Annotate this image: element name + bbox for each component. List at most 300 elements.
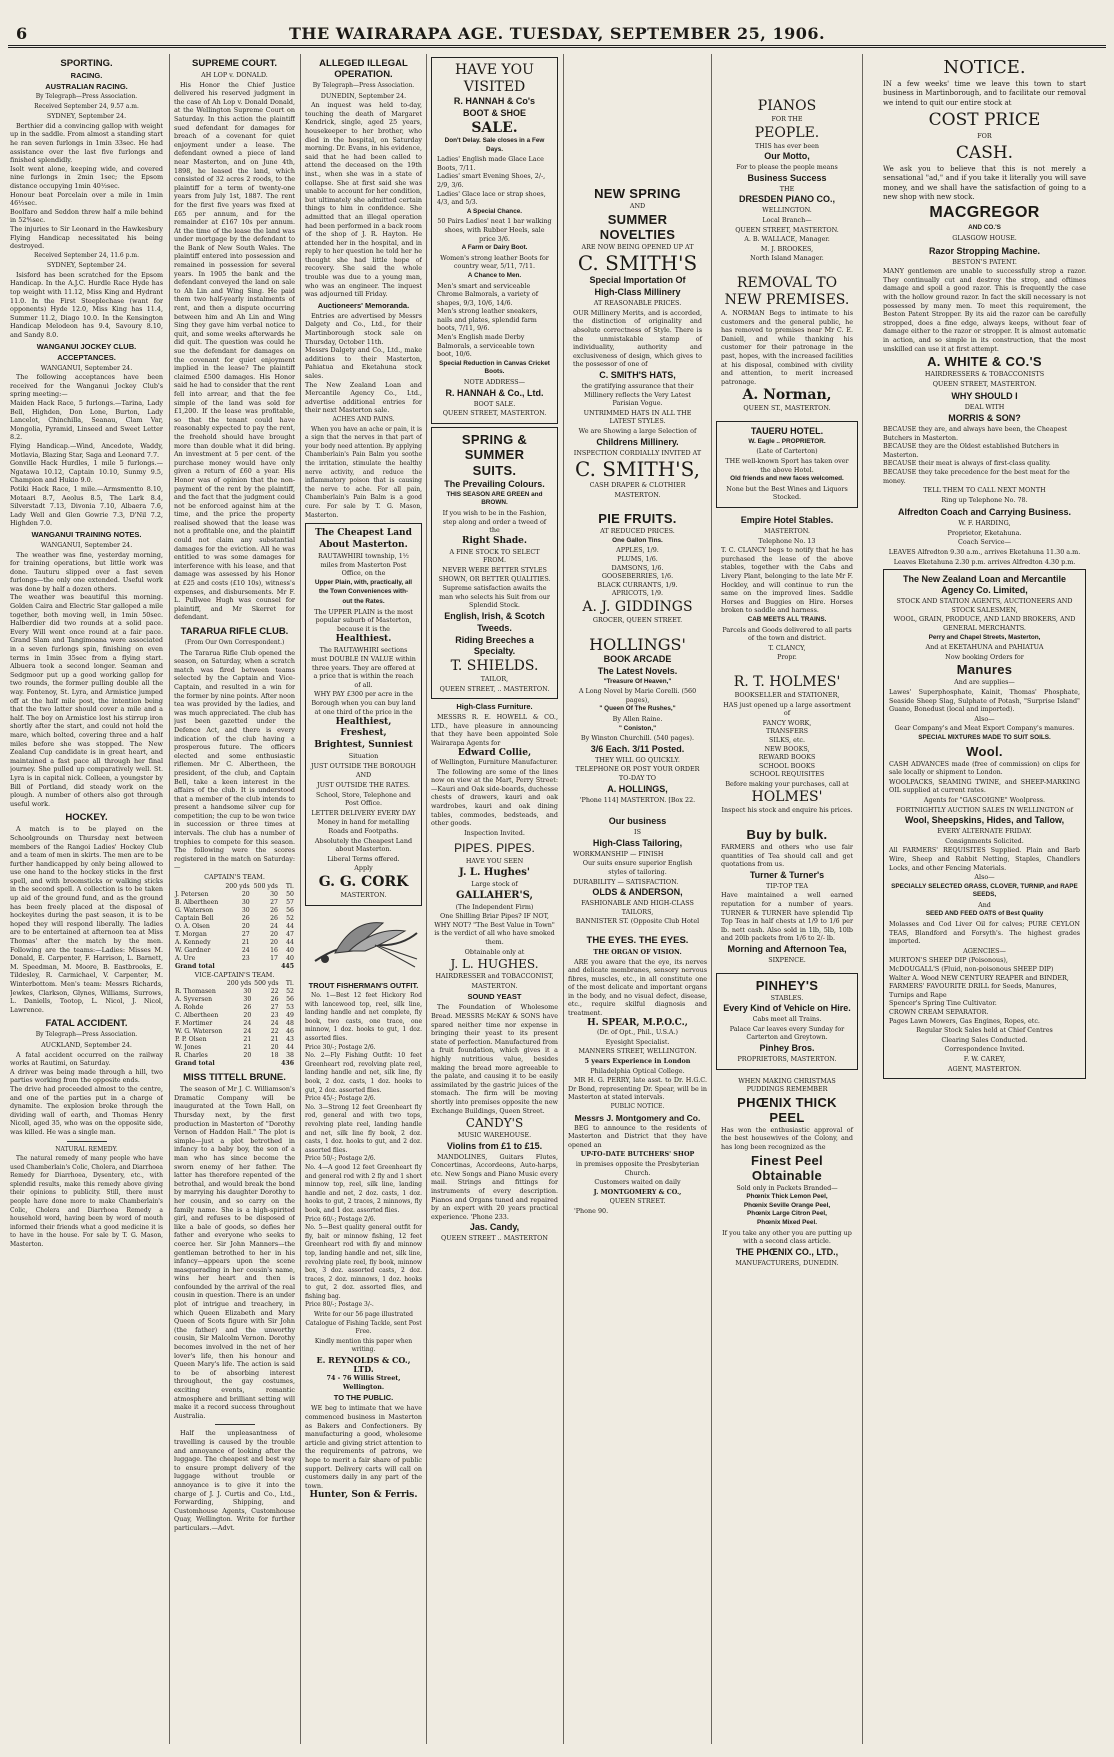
ad-headline: PIANOS — [757, 98, 817, 114]
subheading: RACING. — [70, 71, 103, 80]
article-body: Isisford has been scratched for the Epsom Handicap. In the A.J.C. Hurdle Race Hyde has top weight with 11.12, Miss King and Hydrant 11.0. In the First Steeplechase (want for opponents) Hyde 12.0, Miss King has 11.4, Summer 11.2, Diago 10.0. In the Kensington Handicap Melodeon has 9.4, Savoury 8.10, and Sandy 8.0. — [10, 270, 163, 340]
score-cell: 21 — [243, 1036, 252, 1044]
ad-text: Don't Delay. Sale closes in a Few Days. — [444, 137, 545, 153]
advertiser-name: Pinhey Bros. — [759, 1042, 815, 1053]
column-rule — [711, 54, 712, 1744]
score-cell: 53 — [286, 1004, 294, 1012]
score-cell: 30 — [243, 996, 252, 1004]
ad-subhead: Childrens Millinery. — [596, 436, 679, 447]
advert-hannah — [431, 57, 558, 424]
ad-text: (The Independent Firm) — [455, 902, 534, 911]
score-cell: 40 — [286, 954, 294, 962]
ad-text: BOOT SALE. — [473, 399, 516, 408]
score-cell: 445 — [281, 962, 294, 970]
advert-dresden — [716, 94, 858, 268]
score-row — [174, 1044, 295, 1052]
article-title: Auctioneers' Memoranda. — [317, 300, 410, 310]
ad-text: Gear Company's and Meat Export Company's manures. — [894, 724, 1075, 733]
advert-smith — [568, 182, 707, 504]
ad-headline: Razor Stropping Machine. — [928, 245, 1040, 256]
ad-text: DURABILITY — [573, 877, 616, 886]
ad-text: 'Phone 90. — [574, 1206, 609, 1215]
score-cell: 40 — [286, 946, 294, 954]
ad-subhead: High-Class Millinery — [594, 287, 681, 298]
ad-text: OUR Millinery Merits, and is accorded, the distinction of originality and absolute correctness of Style. There is the unmistakable stamp of individuality, authority and exclusiveness of design, which gives to the possessor of one of — [573, 308, 702, 369]
advertiser-name: H. SPEAR, M.P.O.C., — [587, 1017, 688, 1028]
ad-text: If you wish to be in the Fashion, step along and order a tweed of the — [442, 509, 547, 535]
ad-headline: About Masterton. — [319, 540, 408, 551]
advert-holmes — [716, 670, 858, 820]
ad-text: One Shilling Briar Pipes? IF NOT, WHY NOT? "The Best Value in Town" is the verdict of all who have smoked them. — [434, 912, 555, 946]
ad-text: TELEPHONE OR POST YOUR ORDER TO-DAY TO — [575, 765, 700, 782]
ad-text: QUEEN STREET, MASTERTON. — [932, 379, 1037, 388]
ad-text: Supreme satisfaction awaits the man who selects his Suit from our Splendid Stock. — [439, 584, 550, 610]
score-cell: 17 — [270, 954, 278, 962]
ad-text: WORKMANSHIP — FINISH — [573, 849, 664, 858]
ad-text: Agents for "GASCOIGNE" Woolpress. — [923, 795, 1046, 804]
score-cell: Tl. — [285, 882, 294, 890]
ad-text: Local Branch— — [762, 215, 812, 224]
ad-text: Proprietor, Eketahuna. — [947, 528, 1022, 537]
ad-text: MANY gentlemen are unable to successfully strop a razor. They continually cut and destroy the strop, and oftimes damage and spoil a good razor. This is frequently the case with the hollow ground razor. In fact the skill necessary is not possessed by many men. To meet this requirement, the Beston Patent Stropper. By its aid the razor can be carefully stropped, does a fine edge, always keeps, without fear of damage either to the razor or stropper. It is almost automatic in action, and so simple in its construction, that the most unskilled can use it at first attempt. — [883, 267, 1086, 353]
score-cell: 26 — [243, 1004, 252, 1012]
ad-text: the gratifying assurance that their Millinery reflects the Very Latest Parisian Vogue. — [581, 381, 694, 408]
ad-text: STABLES. — [770, 993, 804, 1002]
byline: By Telegraph—Press Association. — [312, 82, 415, 89]
score-cell: 30 — [270, 890, 278, 898]
score-row — [174, 1004, 295, 1012]
advertiser-name: W. F. HARDING, — [958, 519, 1011, 528]
ad-text: Men's smart and serviceable Chrome Balmorals, a variety of shapes, 9/3, 10/6, 14/6. Men's strong leather sneakers, nails and plates, splendid farm boots, 7/11, 9/6. Men's English made Derby Balmorals, a serviceable town boot, 10/6. — [437, 281, 539, 359]
ad-text: FASHIONABLE AND HIGH-CLASS TAILORS, — [581, 899, 694, 916]
ad-text: FINISH — [638, 849, 664, 858]
score-cell: B. Albertheen — [175, 898, 219, 906]
advertiser-name: J. MONTGOMERY & CO., — [593, 1187, 682, 1196]
ad-subhead: THE ORGAN OF VISION. — [593, 947, 682, 956]
score-cell: 27 — [270, 1004, 279, 1012]
ad-text: FARMERS and others who use fair quantities of Tea should call and get quotations from us. — [721, 843, 853, 869]
section-heading: TARARUA RIFLE CLUB. — [180, 626, 289, 637]
score-cell: 22 — [270, 988, 279, 996]
ad-text: MUSIC WAREHOUSE. — [457, 1131, 532, 1140]
ad-text: M. J. BROOKES, — [760, 244, 814, 253]
ad-text: 50 Pairs Ladies' neat 1 bar walking shoes, with Rubber Heels, sale price 3/6. — [437, 217, 552, 243]
score-row — [174, 1060, 295, 1068]
newspaper-title: THE WAIRARAPA AGE. TUESDAY, SEPTEMBER 25, 1906. — [288, 24, 826, 43]
score-cell: 20 — [241, 890, 250, 898]
ad-text: HAIRDRESSER and TOBACCONIST, — [435, 972, 554, 981]
ad-text: JUST OUTSIDE THE RATES. — [317, 780, 410, 789]
ad-text: (Late of Carterton) — [756, 447, 818, 456]
score-cell: J. Petersen — [175, 890, 209, 898]
ad-text: GLASGOW HOUSE. — [952, 234, 1017, 243]
divider — [215, 1424, 255, 1425]
advertiser-name: R. HANNAH & Co., Ltd. — [445, 387, 544, 398]
ad-text: Ring up Telephone No. 78. — [941, 495, 1028, 504]
ad-text: NEVER WERE BETTER STYLES SHOWN, OR BETTER QUALITIES. — [438, 565, 551, 583]
ad-text: THEY WILL GO QUICKLY. — [595, 755, 680, 764]
score-row — [174, 907, 295, 915]
score-cell: A. Syversen — [175, 996, 213, 1004]
score-row — [174, 963, 295, 971]
ad-subhead: A Special Chance. — [466, 207, 523, 215]
score-cell: 23 — [241, 954, 250, 962]
score-cell: 21 — [243, 1044, 252, 1052]
article-title: TROUT FISHERMAN'S OUTFIT. — [308, 981, 419, 991]
advertiser-address: 74 - 76 Willis Street, Wellington. — [326, 1374, 401, 1391]
ad-text: LEAVES Alfredton 9.30 a.m., arrives Eketahuna 11.30 a.m. — [888, 548, 1081, 557]
score-cell: 18 — [270, 1052, 279, 1060]
columns — [10, 54, 1104, 1744]
ad-headline: VISITED — [463, 79, 526, 95]
article-body: Entries are advertised by Messrs Dalgety and Co., Ltd., for their Martinborough stock sale on Thursday, October 11th. Messrs Dalgety and Co., Ltd., make additions to their Masterton, Pahiatua and Eketahuna stock sales. The New Zealand Loan and Mercantile Agency Co., Ltd., advertise additional entries for their next Masterton sale. — [305, 311, 422, 415]
score-cell: Grand total — [175, 962, 215, 970]
ad-text: AGENCIES— — [963, 946, 1006, 955]
ad-text: Have maintained a well earned reputation for a number of years. TURNER & TURNER have splendid Tip Top Teas in half chests at 1/9 to 1/6 per lb. nett cash. Also sold in 1lb, 5lb, 10lb and 20lb packets from 1/6 to 2/- lb. — [721, 891, 853, 943]
ad-text: 'Phone 114] MASTERTON. [Box 22. — [579, 795, 696, 804]
ad-text: AND CO.'S — [968, 224, 1001, 232]
section-heading: MISS TITTELL BRUNE. — [183, 1072, 286, 1084]
ad-text: WOOL, GRAIN, PRODUCE, AND LAND BROKERS, AND GENERAL MERCHANTS. — [893, 615, 1076, 633]
score-row — [174, 923, 295, 931]
notice-body: The natural remedy of many people who have used Chamberlain's Colic, Cholera, and Diarrhoea Remedy for Diarrhoea, Dysentery, etc., with splendid results, make this remedy above giving their opinions to publicity. Still, there must people have done more to make Chamberlain's Colic, Cholera and Diarrhoea Remedy a household word, having been by word of mouth informed their friends what a good medicine it is to have in the house. For sale by T. G. Mason, Masterton. — [10, 1155, 163, 1249]
advertiser-name: A. Norman, — [742, 387, 832, 404]
ad-subhead: Business Success — [747, 172, 827, 183]
ad-text: GROCER, QUEEN STREET. — [592, 616, 683, 625]
ad-text: Brightest, Sunniest — [314, 740, 413, 751]
score-cell: 38 — [286, 1052, 294, 1060]
score-row — [174, 931, 295, 939]
article-title: SOUND YEAST — [467, 992, 522, 1002]
score-row — [174, 1020, 295, 1028]
ad-headline: SUITS. — [472, 462, 517, 478]
column-sporting — [10, 54, 163, 1744]
score-cell: 27 — [270, 898, 278, 906]
ad-text: SIXPENCE. — [768, 956, 806, 964]
score-cell: Tl. — [285, 980, 294, 988]
advertiser-name: OLDS & ANDERSON, — [592, 887, 683, 898]
advertiser-name: A. WHITE & CO.'S — [927, 354, 1042, 370]
advert-turner — [716, 823, 858, 970]
ad-text: And at EKETAHUNA and PAHIATUA — [925, 643, 1044, 652]
ad-text: QUEEN STREET, MASTERTON. — [442, 409, 547, 418]
score-cell: A. Rohde — [175, 1004, 204, 1012]
ad-subhead: BOOK ARCADE — [603, 653, 672, 664]
ad-text: Upper Plain, with, practically, all — [314, 578, 413, 586]
advert-empire — [716, 511, 858, 667]
score-cell: 56 — [286, 996, 294, 1004]
score-cell: 24 — [270, 1020, 279, 1028]
ad-text: FOR THE — [771, 115, 803, 123]
ad-text: Inspect his stock and enquire his prices. — [721, 806, 853, 815]
advertiser-name: A. J. GIDDINGS — [582, 599, 693, 616]
page-number: 6 — [16, 24, 28, 43]
score-row — [174, 939, 295, 947]
ad-text: Women's strong leather Boots for country wear, 5/11, 7/11. — [440, 253, 549, 271]
advertiser-name: Jas. Candy, — [469, 1222, 520, 1233]
ad-text: Coach Service— — [958, 538, 1011, 547]
advertiser-name: Hunter, Son & Ferris. — [309, 1490, 418, 1501]
score-cell: 26 — [270, 914, 278, 922]
section-heading: SUPREME COURT. — [192, 58, 277, 69]
ad-text: "Treasure Of Heaven," — [603, 677, 672, 685]
advert-body: ARE you aware that the eye, its nerves and delicate membranes, sensory nervous fibres, muscles, etc., in all constitute one of the most delicate and important organs in the body, and no visual defect, disease, etc., require skilful diagnosis and treatment. — [568, 957, 707, 1018]
article-title: High-Class Furniture. — [456, 702, 533, 712]
article-body: Half the unpleasantness of travelling is caused by the trouble and annoyance of looking after the luggage. The cheapest and best way to ensure prompt delivery of the luggage without trouble or annoyance is to give it into the charge of J. J. Curtis and Co., Ltd., Forwarding, Shipping, and Customhouse Agents, Customhouse Quay, Wellington. Write for further particulars.—Advt. — [174, 1429, 295, 1532]
ad-subhead: CAB MEETS ALL TRAINS. — [747, 615, 827, 623]
ad-text: None but the Best Wines and Liquors Stocked. — [726, 484, 848, 502]
ad-headline: NEW PREMISES. — [724, 291, 850, 308]
ad-text: INSPECTION CORDIALLY INVITED AT — [573, 448, 702, 457]
score-cell: R. Thomasen — [175, 988, 216, 996]
ad-text: Obtainable only at — [464, 947, 525, 956]
score-cell: 50 — [286, 890, 294, 898]
ad-text: The UPPER PLAIN is the most popular suburb of Masterton, because it is the — [314, 607, 413, 633]
column-rule — [300, 54, 301, 1744]
column-adverts-a — [431, 54, 558, 1744]
article-body: The Tararua Rifle Club opened the season, on Saturday, when a scratch match was fired between teams selected by the Captain and Vice-Captain, and resulted in a win for the former by nine points. After noon tea was provided by the ladies, and was much appreciated. The club has just been gazetted under the Defence Act, and there is every indication of the club having a prosperous future. The officers elected and some enthusiastic riflemen. Mr C. Albertheen, the president, of the club, and Captain Bell, take a keen interest in the affairs of the club. It is understood that a member of the club intends to present a handsome silver cup for competition; the cup to be won twice in succession or three times at intervals. The club has a number of trophies to compete for this season. The following were the scores registered in the match on Saturday:— — [174, 648, 295, 872]
ad-text: TAILOR, — [480, 674, 509, 683]
ad-text: AT REDUCED PRICES. — [600, 527, 675, 536]
ad-text: WOOLPACKS, SEAMING TWINE, and SHEEP-MARKING OIL supplied at current rates. — [889, 777, 1080, 795]
score-row — [174, 988, 295, 996]
ad-text: Consignments Solicited. — [945, 836, 1024, 845]
ad-text: AND — [355, 771, 372, 780]
ad-text: Healthiest. — [335, 634, 392, 645]
score-row — [174, 915, 295, 923]
advert-body: The Foundation of Wholesome Bread. MESSRS McKAY & SONS have spared neither time nor expense in bringing their yeast to its present state of perfection. Manufactured from a fruit foundation, which gives it a highly nutritious value, besides making the bread more agreeable to the palate, and causing it to be easily assimilated by the gastric juices of the stomach. The firm will be moving shortly into premises opposite the new Exchange Buildings, Queen Street. — [431, 1003, 558, 1115]
advert-body: MR H. G. PERRY, late asst. to Dr. H.G.C. Dr Bond, representing Dr. Spear, will be in Masterton at stated intervals. — [568, 1076, 707, 1102]
score-cell: 48 — [286, 1020, 294, 1028]
advert-body: MESSRS R. E. HOWELL & CO., LTD., have pleasure in announcing that they have been appointed Sole Wairarapa Agents for — [431, 713, 558, 747]
ad-text: Customers waited on daily — [594, 1178, 681, 1187]
ad-text: AGENT, MASTERTON. — [947, 1064, 1022, 1073]
ad-text: Money in hand for metalling Roads and Footpaths. — [317, 818, 410, 835]
advert-macgregor — [867, 57, 1102, 243]
ad-subhead: A Chance to Men. — [467, 271, 522, 279]
ad-text: SATISFACTION. — [625, 877, 679, 886]
article-title: WANGANUI JOCKEY CLUB. — [36, 341, 137, 351]
column-rule — [169, 54, 170, 1744]
score-cell: 24 — [243, 1028, 252, 1036]
ad-subhead: Special Reduction in Canvas Cricket Boots. — [439, 359, 550, 376]
ad-subhead: Right Shade. — [461, 535, 528, 546]
ad-headline: Empire Hotel Stables. — [740, 515, 834, 526]
ad-subhead: 5 years Experience in London — [584, 1057, 691, 1066]
score-cell: 26 — [270, 906, 278, 914]
ad-text: THIS SEASON ARE GREEN and BROWN. — [446, 490, 543, 507]
score-cell: 56 — [286, 906, 294, 914]
score-cell — [251, 963, 279, 971]
ad-text: Parcels and Goods delivered to all parts of the town and district. — [722, 625, 852, 643]
ad-subhead: SPECIALLY SELECTED GRASS, CLOVER, TURNIP, and RAPE SEEDS, — [891, 882, 1078, 899]
score-cell: 500 yds — [253, 882, 278, 890]
ad-text: And are supplies— — [954, 678, 1015, 687]
ad-text: Liberal Terms offered. — [327, 854, 400, 863]
ad-headline: THE EYES. THE EYES. — [586, 934, 689, 946]
ad-headline: R. HANNAH & Co's — [453, 96, 536, 106]
ad-text: A. B. WALLACE, Manager. — [744, 235, 830, 244]
dateline: DUNEDIN, September 24. — [320, 91, 407, 100]
score-cell: C. Albertheen — [175, 1012, 219, 1020]
ad-headline: PHŒNIX THICK PEEL — [737, 1094, 837, 1125]
ad-headline: High-Class Tailoring, — [592, 837, 683, 848]
section-heading: FATAL ACCIDENT. — [45, 1018, 128, 1030]
advertiser-name: CANDY'S — [465, 1116, 524, 1131]
notice-body: When you have an ache or pain, it is a sign that the nerves in that part of your body need attention. By applying Chamberlain's Pain Balm you soothe the irritation, stimulate the healthy nerve activity, and reduce the inflammatory poison that is causing the nerve to ache. For all pain, Chamberlain's Pain Balm is a good cure. For sale by T. G. Mason, Masterton. — [305, 425, 422, 519]
ad-text: QUEEN STREET .. MASTERTON — [440, 1234, 548, 1243]
column-supreme-court — [174, 54, 295, 1744]
ad-text: QUEEN ST., MASTERTON. — [743, 404, 831, 413]
score-cell: 24 — [241, 946, 250, 954]
ad-text: NOTE ADDRESS— — [463, 378, 526, 387]
ad-subhead: UP-TO-DATE BUTCHERS' SHOP — [580, 1150, 695, 1159]
ad-text: Ladies' English made Glace Lace Boots, 7/11. Ladies' smart Evening Shoes, 2/-, 2/9, 3/6. Ladies' Glace lace or strap shoes, 4/3, and 5/3. — [437, 155, 546, 207]
received-time: Received September 24, 9.57 a.m. — [34, 102, 139, 110]
ad-text: (Dr. of Opt., Phil., U.S.A.) — [596, 1028, 679, 1037]
score-cell — [174, 883, 222, 891]
ad-text: PROPRIETORS, MASTERTON. — [737, 1054, 837, 1063]
ad-text: Inspection Invited. — [464, 828, 525, 837]
byline: By Telegraph—Press Association. — [35, 93, 138, 100]
advert-body: BEG to announce to the residents of Masterton and District that they have opened an — [568, 1123, 707, 1149]
ad-subhead: 3/6 Each. 3/11 Posted. — [590, 743, 685, 754]
ad-text: WHY PAY £300 per acre in the Borough when you can buy land at one third of the price in the — [311, 690, 416, 716]
score-cell: 21 — [270, 1036, 279, 1044]
ad-text: THE well-known Sport has taken over the above Hotel. — [725, 457, 849, 474]
ad-headline: SALE. — [471, 120, 518, 136]
ad-text: QUEEN STREET. — [609, 1197, 666, 1206]
advertiser-name: J. L. HUGHES. — [450, 957, 539, 972]
score-cell: O. A. Olsen — [175, 922, 210, 930]
ad-text: QUEEN STREET, MASTERTON. — [735, 225, 839, 234]
ad-headline: SUMMER NOVELTIES — [599, 211, 676, 242]
ad-text: Cabs meet all Trains. — [752, 1015, 822, 1024]
ad-text: All FARMERS' REQUISITES Supplied. Plain and Barb Wire, Sheep and Rabbit Netting, Staples, Chandlers Locks, and other Fencing Materials. — [889, 846, 1080, 872]
score-cell: 16 — [270, 946, 278, 954]
ad-text: the Town Conveniences with- — [318, 588, 409, 596]
ad-text: By Allen Raine. — [612, 715, 663, 723]
ad-text: MASTERTON. — [764, 527, 810, 536]
ad-text: A Long Novel by Marie Corelli. (560 pages), — [578, 687, 697, 704]
ad-text: Old friends and new faces welcomed. — [730, 475, 844, 483]
score-cell — [222, 963, 250, 971]
advert-white — [867, 246, 1102, 389]
ad-text: Has won the enthusiastic approval of the best housewives of the Colony, and has long been recognized as the — [721, 1125, 853, 1151]
ad-text: Lawes' Superphosphate, Kainit, Thomas' Phosphate, Seaside Sheep Slag, Sulphate of Potash, "Surprise Island" Guano, Bonedust (local and imported). — [889, 688, 1080, 714]
score-row — [174, 947, 295, 955]
case-title: AH LOP v. DONALD. — [201, 71, 268, 79]
article-body: Berthier did a convincing gallop with weight up in the saddle. From almost a standing start he ran seven furlongs in 1min 33sec. He had assistance over the last five furlongs and finished splendidly. Isolt went alone, keeping wide, and covered nine furlongs in 2min 1sec; the Epsom distance occupying 1min 40½sec. Honour beat Porcelain over a mile in 1min 46½sec. Boolfaro and Seddon threw half a mile behind in 52⅘sec. The injuries to Sir Leonard in the Hawkesbury Flying Handicap necessitated his being destroyed. — [10, 121, 163, 251]
captain-scores-table — [174, 883, 295, 971]
article-title: WANGANUI TRAINING NOTES. — [31, 529, 142, 539]
ad-text: FOR — [977, 132, 992, 141]
advert-pinhey — [716, 973, 858, 1070]
ad-text: " Queen Of The Rushes," — [599, 705, 676, 713]
score-cell: 30 — [243, 988, 252, 996]
score-cell: 46 — [286, 1028, 294, 1036]
score-cell: 44 — [286, 1044, 294, 1052]
ad-subhead: Every Kind of Vehicle on Hire. — [723, 1003, 851, 1014]
ad-subhead: Our Motto, — [764, 151, 810, 162]
score-cell — [252, 1060, 279, 1068]
advertiser-name: T. CLANCY, — [768, 643, 806, 652]
ad-subhead: SPECIAL MIXTURES MADE TO SUIT SOILS. — [918, 733, 1051, 741]
ad-text: THE — [779, 184, 795, 193]
ad-text: TIP-TOP TEA — [765, 881, 809, 890]
advert-body: The following are some of the lines now on view at the Mart, Perry Street:—Kauri and Oak side-boards, duchesse chests of drawers, kauri and oak wardrobes, kauri and oak dining tables, commodes, bedsteads, and other goods. — [431, 767, 558, 828]
ad-headline: COST PRICE — [928, 110, 1041, 131]
ad-text: MASTERTON. — [471, 981, 518, 990]
advert-body: MANDOLINES, Guitars Flutes, Concertinas, Accordeons, Auto-harps, etc. New Songs and Piano Music every mail. Strings and fittings for instruments of every description. Pianos and Organs tuned and repaired by an expert with 20 years practical experience. 'Phone 233. — [431, 1152, 558, 1221]
ad-subhead: The Latest Novels. — [597, 665, 678, 676]
ad-subhead: Morning and Afternoon Tea, — [727, 944, 847, 954]
advert-nz-loan — [883, 569, 1086, 1079]
ad-text: " Coniston," — [618, 724, 657, 732]
score-cell: 20 — [243, 1052, 252, 1060]
ad-text: MURTON'S SHEEP DIP (Poisonous), McDOUGALL'S (Fluid, non-poisonous SHEEP DIP) Walter A. Wood NEW CENTURY REAPER and BINDER, FARMERS' FAVOURITE DRILL for Seeds, Manures, Turnips and Rape Spencer's Spring Tine Cultivator. CROWN CREAM SEPARATOR. Pages Lawn Mowers, Gas Engines, Ropes, etc. — [889, 956, 1069, 1025]
ad-text: BECAUSE they are, and always have been, the Cheapest Butchers in Masterton. BECAUSE they are the Oldest established Butchers in Masterton. BECAUSE their meat is always of first-class quality. BECAUSE they take precedence for the best meat for the money. — [883, 424, 1070, 485]
notice-heading: PUBLIC NOTICE. — [610, 1103, 665, 1110]
ad-headline: REMOVAL TO — [736, 274, 838, 291]
score-row — [174, 980, 295, 988]
advertiser-name: Messrs J. Montgomery and Co. — [574, 1112, 701, 1123]
divider — [67, 1141, 107, 1142]
ad-text: BOOKSELLER and STATIONER, — [734, 690, 840, 699]
ad-text: CASH DRAPER & CLOTHIER — [589, 481, 686, 490]
article-title: TO THE PUBLIC. — [333, 1393, 394, 1403]
advertiser-name: J. L. Hughes' — [459, 867, 530, 879]
advert-shields — [431, 427, 558, 699]
score-cell: 27 — [241, 930, 250, 938]
ad-text: A FINE STOCK TO SELECT FROM. — [449, 547, 540, 565]
ad-subhead: Wool, Sheepskins, Hides, and Tallow, — [904, 815, 1065, 826]
ad-text: Clearing Sales Conducted. — [941, 1035, 1028, 1044]
ad-text: By Winston Churchill. (540 pages). — [580, 734, 695, 743]
ad-text: of Wellington, Furniture Manufacturer. — [431, 758, 558, 767]
ad-text: The RAUTAWHIRI sections must DOUBLE IN VALUE within three years. They are offered at a price that is within the reach of all. — [311, 646, 416, 689]
advert-body: No. 1—Best 12 feet Hickory Rod with lancewood top, reel, silk line, landing handle and net complete, fly book, two casts, one trace, one minnow, 1 doz. hooks to gut, 1 doz. assorted flies. Price 30/-; Postage 2/6. No. 2—Fly Fishing Outfit: 10 feet Greenheart rod, revolving plate reel, landing handle and net, silk line, fly book, 2 doz. casts, 1 doz. hooks to gut, 2 doz. assorted flies. Price 45/-; Postage 2/6. No. 3—Strong 12 feet Greenheart fly rod, general and with two tops, revolving plate reel, landing handle and net, silk line fly book, 2 doz. casts, 1 doz. hooks to gut, and 2 doz. assorted flies. Price 50/-; Postage 2/6. No. 4—A good 12 feet Greenheart fly and general rod with 2 fly and 1 short minnow top, reel, silk line, landing handle and net, 2 doz. casts, 1 doz. hooks to gut, 2 traces, 2 minnows, fly book, and 1 doz. assorted flies. Price 60/-; Postage 2/6. No. 5—Best quality general outfit for fly, bait or minnow fishing, 12 feet Greenheart rod with fly and minnow top, landing handle and net, silk line, revolving plate reel, fly book, minnow box, 3 doz. assorted casts, 2 doz. traces, 2 doz. minnows, 1 doz. hooks to gut, 2 doz. assorted flies, and fishing bag. Price 80/-; Postage 3/-. — [305, 992, 422, 1309]
dateline: SYDNEY, September 24. — [46, 112, 127, 121]
advert-body: WE beg to intimate that we have commenced business in Masterton as Bakers and Confectioners. By manufacturing a good, wholesome article and giving strict attention to the requirements of patrons, we hope to merit a fair share of public support. Delivery carts will call on customers daily in any part of the town. — [305, 1404, 422, 1490]
score-row — [174, 883, 295, 891]
score-cell: T. Morgan — [175, 930, 207, 938]
ad-text: T. C. CLANCY begs to notify that he has purchased the lease of the above stables, together with the Cabs and Livery Plant, belonging to the late Mr F. Hockley, and will continue to run the same on the improved lines. Saddle Horses and Buggies on Hire. Horses broken to saddle and harness. — [721, 546, 853, 615]
ad-subhead: A Farm or Dairy Boot. — [461, 244, 528, 252]
ad-text: out the Rates. — [342, 598, 385, 606]
ad-text: IS — [634, 828, 641, 837]
ad-text: MANUFACTURERS, DUNEDIN. — [735, 1258, 839, 1267]
ad-text: Leaves Eketahuna 2.30 p.m. arrives Alfredton 4.30 p.m. — [893, 557, 1076, 566]
ad-text: ARE NOW BEING OPENED UP AT — [581, 242, 694, 251]
ad-headline: TAUERU HOTEL. — [750, 425, 824, 436]
section-heading: HOCKEY. — [65, 812, 108, 824]
advertiser-name: PINHEY'S — [755, 977, 819, 993]
ad-subhead: English, Irish, & Scotch — [444, 610, 545, 621]
ad-text: Also— — [974, 873, 995, 882]
ad-subhead: Tweeds. — [477, 622, 512, 633]
table-title: VICE-CAPTAIN'S TEAM. — [194, 970, 275, 979]
advertiser-name: DRESDEN PIANO CO., — [738, 194, 835, 205]
ad-text: Correspondence Invited. — [944, 1045, 1025, 1054]
ad-text: WELLINGTON. — [762, 206, 812, 215]
ad-headline: HAVE YOU — [455, 62, 534, 78]
ad-text: Kindly mention this paper when writing. — [314, 1337, 413, 1354]
column-rule — [426, 54, 427, 1744]
score-cell: 23 — [270, 1012, 279, 1020]
article-body: A match is to be played on the Schoolgrounds on Thursday next between members of the Rangoi Ladies' Hockey Club and a team of men in skirts. The men are to be further handicapped by only being allowed to use one hand to the hockey sticks in the first spell, and with broomsticks or walking sticks in the second spell. A collection is to be taken up aid of the ground fund, and as the ground has been freely placed at the disposal of hockeyites during the past season, it is to be hoped they will respond liberally. The ladies are to be entertained at afternoon tea at Miss Thomas' after the match by the men. Following are the teams:—Ladies: Misses M. Donald, E. Carpenter, F. Harrison, L. Barnett, M. Speedman, M. Moore, B. Eastbrooks, E. Tildesley, R. Carmichael, V. Carpenter, M. Winterbottom. Men's team: Messrs Richards, Jewkes, Clarkson, Glynes, Williams, Surrows, L. Daniells, Tootop, L. Nicol, J. Nicol, Lawrence. — [10, 825, 163, 1014]
advert-norman — [716, 271, 858, 418]
